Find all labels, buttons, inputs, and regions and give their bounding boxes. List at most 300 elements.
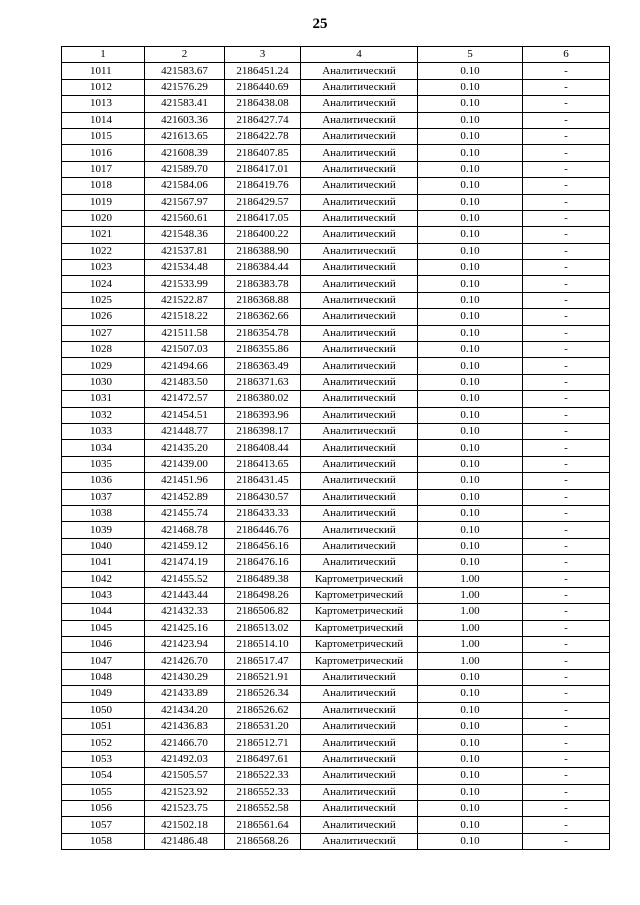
x-coordinate-cell: 421608.39	[145, 145, 225, 161]
point-number-cell: 1040	[62, 538, 145, 554]
x-coordinate-cell: 421511.58	[145, 325, 225, 341]
x-coordinate-cell: 421494.66	[145, 358, 225, 374]
method-cell: Аналитический	[301, 210, 418, 226]
point-number-cell: 1047	[62, 653, 145, 669]
y-coordinate-cell: 2186384.44	[225, 260, 301, 276]
table-row	[62, 161, 610, 177]
point-number-cell: 1056	[62, 800, 145, 816]
y-coordinate-cell: 2186440.69	[225, 79, 301, 95]
note-cell: -	[523, 276, 610, 292]
accuracy-cell: 0.10	[418, 538, 523, 554]
x-coordinate-cell: 421434.20	[145, 702, 225, 718]
x-coordinate-cell: 421436.83	[145, 719, 225, 735]
note-cell: -	[523, 637, 610, 653]
method-cell: Аналитический	[301, 391, 418, 407]
note-cell: -	[523, 358, 610, 374]
accuracy-cell: 0.10	[418, 260, 523, 276]
note-cell: -	[523, 243, 610, 259]
method-cell: Аналитический	[301, 161, 418, 177]
y-coordinate-cell: 2186438.08	[225, 96, 301, 112]
y-coordinate-cell: 2186568.26	[225, 833, 301, 849]
y-coordinate-cell: 2186561.64	[225, 817, 301, 833]
accuracy-cell: 0.10	[418, 768, 523, 784]
x-coordinate-cell: 421466.70	[145, 735, 225, 751]
x-coordinate-cell: 421533.99	[145, 276, 225, 292]
method-cell: Аналитический	[301, 325, 418, 341]
note-cell: -	[523, 538, 610, 554]
accuracy-cell: 1.00	[418, 653, 523, 669]
accuracy-cell: 0.10	[418, 440, 523, 456]
x-coordinate-cell: 421472.57	[145, 391, 225, 407]
point-number-cell: 1045	[62, 620, 145, 636]
y-coordinate-cell: 2186398.17	[225, 423, 301, 439]
table-row	[62, 751, 610, 767]
method-cell: Аналитический	[301, 833, 418, 849]
point-number-cell: 1043	[62, 587, 145, 603]
y-coordinate-cell: 2186476.16	[225, 555, 301, 571]
x-coordinate-cell: 421576.29	[145, 79, 225, 95]
accuracy-cell: 0.10	[418, 161, 523, 177]
accuracy-cell: 1.00	[418, 571, 523, 587]
table-row	[62, 800, 610, 816]
note-cell: -	[523, 473, 610, 489]
point-number-cell: 1013	[62, 96, 145, 112]
y-coordinate-cell: 2186380.02	[225, 391, 301, 407]
y-coordinate-cell: 2186512.71	[225, 735, 301, 751]
point-number-cell: 1032	[62, 407, 145, 423]
y-coordinate-cell: 2186419.76	[225, 178, 301, 194]
table-row	[62, 194, 610, 210]
table-row	[62, 784, 610, 800]
y-coordinate-cell: 2186506.82	[225, 604, 301, 620]
x-coordinate-cell: 421502.18	[145, 817, 225, 833]
note-cell: -	[523, 374, 610, 390]
method-cell: Аналитический	[301, 669, 418, 685]
table-row	[62, 63, 610, 79]
accuracy-cell: 0.10	[418, 79, 523, 95]
y-coordinate-cell: 2186514.10	[225, 637, 301, 653]
method-cell: Аналитический	[301, 112, 418, 128]
note-cell: -	[523, 292, 610, 308]
table-body	[62, 63, 610, 850]
point-number-cell: 1049	[62, 686, 145, 702]
x-coordinate-cell: 421583.41	[145, 96, 225, 112]
x-coordinate-cell: 421452.89	[145, 489, 225, 505]
y-coordinate-cell: 2186362.66	[225, 309, 301, 325]
table-row	[62, 145, 610, 161]
note-cell: -	[523, 260, 610, 276]
accuracy-cell: 0.10	[418, 669, 523, 685]
table-row	[62, 309, 610, 325]
point-number-cell: 1024	[62, 276, 145, 292]
point-number-cell: 1012	[62, 79, 145, 95]
y-coordinate-cell: 2186521.91	[225, 669, 301, 685]
method-cell: Аналитический	[301, 686, 418, 702]
y-coordinate-cell: 2186393.96	[225, 407, 301, 423]
y-coordinate-cell: 2186497.61	[225, 751, 301, 767]
accuracy-cell: 0.10	[418, 522, 523, 538]
x-coordinate-cell: 421523.75	[145, 800, 225, 816]
note-cell: -	[523, 751, 610, 767]
y-coordinate-cell: 2186433.33	[225, 505, 301, 521]
x-coordinate-cell: 421439.00	[145, 456, 225, 472]
point-number-cell: 1016	[62, 145, 145, 161]
method-cell: Аналитический	[301, 702, 418, 718]
note-cell: -	[523, 555, 610, 571]
point-number-cell: 1044	[62, 604, 145, 620]
point-number-cell: 1020	[62, 210, 145, 226]
y-coordinate-cell: 2186371.63	[225, 374, 301, 390]
x-coordinate-cell: 421589.70	[145, 161, 225, 177]
method-cell: Аналитический	[301, 473, 418, 489]
accuracy-cell: 0.10	[418, 686, 523, 702]
method-cell: Аналитический	[301, 505, 418, 521]
table-row	[62, 538, 610, 554]
x-coordinate-cell: 421474.19	[145, 555, 225, 571]
note-cell: -	[523, 489, 610, 505]
accuracy-cell: 0.10	[418, 309, 523, 325]
x-coordinate-cell: 421468.78	[145, 522, 225, 538]
method-cell: Аналитический	[301, 751, 418, 767]
method-cell: Аналитический	[301, 342, 418, 358]
y-coordinate-cell: 2186407.85	[225, 145, 301, 161]
point-number-cell: 1036	[62, 473, 145, 489]
note-cell: -	[523, 456, 610, 472]
method-cell: Аналитический	[301, 79, 418, 95]
x-coordinate-cell: 421426.70	[145, 653, 225, 669]
method-cell: Картометрический	[301, 637, 418, 653]
method-cell: Аналитический	[301, 522, 418, 538]
table-row	[62, 571, 610, 587]
column-header: 2	[145, 47, 225, 63]
y-coordinate-cell: 2186388.90	[225, 243, 301, 259]
method-cell: Аналитический	[301, 260, 418, 276]
table-row	[62, 423, 610, 439]
method-cell: Аналитический	[301, 243, 418, 259]
x-coordinate-cell: 421432.33	[145, 604, 225, 620]
note-cell: -	[523, 309, 610, 325]
accuracy-cell: 0.10	[418, 505, 523, 521]
note-cell: -	[523, 604, 610, 620]
y-coordinate-cell: 2186427.74	[225, 112, 301, 128]
note-cell: -	[523, 79, 610, 95]
table-header-row	[62, 47, 610, 63]
y-coordinate-cell: 2186456.16	[225, 538, 301, 554]
note-cell: -	[523, 702, 610, 718]
table-row	[62, 833, 610, 849]
point-number-cell: 1037	[62, 489, 145, 505]
table-row	[62, 260, 610, 276]
coordinates-table	[61, 46, 610, 850]
table-row	[62, 620, 610, 636]
y-coordinate-cell: 2186489.38	[225, 571, 301, 587]
x-coordinate-cell: 421507.03	[145, 342, 225, 358]
table-row	[62, 112, 610, 128]
point-number-cell: 1042	[62, 571, 145, 587]
table-row	[62, 489, 610, 505]
method-cell: Аналитический	[301, 227, 418, 243]
note-cell: -	[523, 423, 610, 439]
method-cell: Аналитический	[301, 63, 418, 79]
method-cell: Аналитический	[301, 178, 418, 194]
y-coordinate-cell: 2186517.47	[225, 653, 301, 669]
accuracy-cell: 0.10	[418, 96, 523, 112]
y-coordinate-cell: 2186422.78	[225, 128, 301, 144]
accuracy-cell: 0.10	[418, 456, 523, 472]
method-cell: Аналитический	[301, 735, 418, 751]
note-cell: -	[523, 440, 610, 456]
y-coordinate-cell: 2186513.02	[225, 620, 301, 636]
point-number-cell: 1038	[62, 505, 145, 521]
table-row	[62, 686, 610, 702]
table-row	[62, 456, 610, 472]
x-coordinate-cell: 421455.52	[145, 571, 225, 587]
accuracy-cell: 0.10	[418, 145, 523, 161]
point-number-cell: 1028	[62, 342, 145, 358]
y-coordinate-cell: 2186413.65	[225, 456, 301, 472]
accuracy-cell: 0.10	[418, 423, 523, 439]
table-row	[62, 128, 610, 144]
x-coordinate-cell: 421459.12	[145, 538, 225, 554]
note-cell: -	[523, 653, 610, 669]
accuracy-cell: 0.10	[418, 719, 523, 735]
accuracy-cell: 0.10	[418, 702, 523, 718]
note-cell: -	[523, 194, 610, 210]
accuracy-cell: 0.10	[418, 358, 523, 374]
table-row	[62, 587, 610, 603]
accuracy-cell: 0.10	[418, 178, 523, 194]
method-cell: Аналитический	[301, 423, 418, 439]
table-row	[62, 604, 610, 620]
note-cell: -	[523, 587, 610, 603]
x-coordinate-cell: 421613.65	[145, 128, 225, 144]
x-coordinate-cell: 421567.97	[145, 194, 225, 210]
method-cell: Аналитический	[301, 276, 418, 292]
point-number-cell: 1058	[62, 833, 145, 849]
method-cell: Аналитический	[301, 145, 418, 161]
accuracy-cell: 0.10	[418, 751, 523, 767]
note-cell: -	[523, 800, 610, 816]
point-number-cell: 1051	[62, 719, 145, 735]
note-cell: -	[523, 522, 610, 538]
accuracy-cell: 0.10	[418, 473, 523, 489]
y-coordinate-cell: 2186355.86	[225, 342, 301, 358]
method-cell: Аналитический	[301, 555, 418, 571]
table-row	[62, 505, 610, 521]
point-number-cell: 1046	[62, 637, 145, 653]
x-coordinate-cell: 421548.36	[145, 227, 225, 243]
method-cell: Аналитический	[301, 784, 418, 800]
x-coordinate-cell: 421486.48	[145, 833, 225, 849]
note-cell: -	[523, 63, 610, 79]
x-coordinate-cell: 421423.94	[145, 637, 225, 653]
x-coordinate-cell: 421583.67	[145, 63, 225, 79]
table-row	[62, 210, 610, 226]
method-cell: Картометрический	[301, 587, 418, 603]
table-row	[62, 79, 610, 95]
accuracy-cell: 0.10	[418, 210, 523, 226]
column-header: 4	[301, 47, 418, 63]
x-coordinate-cell: 421435.20	[145, 440, 225, 456]
method-cell: Аналитический	[301, 800, 418, 816]
accuracy-cell: 1.00	[418, 604, 523, 620]
point-number-cell: 1041	[62, 555, 145, 571]
method-cell: Аналитический	[301, 128, 418, 144]
accuracy-cell: 0.10	[418, 325, 523, 341]
x-coordinate-cell: 421443.44	[145, 587, 225, 603]
note-cell: -	[523, 145, 610, 161]
table-row	[62, 768, 610, 784]
accuracy-cell: 0.10	[418, 63, 523, 79]
accuracy-cell: 0.10	[418, 374, 523, 390]
table-row	[62, 342, 610, 358]
note-cell: -	[523, 768, 610, 784]
x-coordinate-cell: 421603.36	[145, 112, 225, 128]
note-cell: -	[523, 686, 610, 702]
point-number-cell: 1050	[62, 702, 145, 718]
accuracy-cell: 0.10	[418, 292, 523, 308]
accuracy-cell: 1.00	[418, 637, 523, 653]
y-coordinate-cell: 2186400.22	[225, 227, 301, 243]
y-coordinate-cell: 2186430.57	[225, 489, 301, 505]
table-row	[62, 358, 610, 374]
x-coordinate-cell: 421455.74	[145, 505, 225, 521]
x-coordinate-cell: 421454.51	[145, 407, 225, 423]
note-cell: -	[523, 342, 610, 358]
accuracy-cell: 1.00	[418, 620, 523, 636]
note-cell: -	[523, 719, 610, 735]
accuracy-cell: 0.10	[418, 276, 523, 292]
note-cell: -	[523, 112, 610, 128]
accuracy-cell: 1.00	[418, 587, 523, 603]
point-number-cell: 1011	[62, 63, 145, 79]
table-row	[62, 178, 610, 194]
table-row	[62, 817, 610, 833]
method-cell: Аналитический	[301, 719, 418, 735]
table-row	[62, 719, 610, 735]
accuracy-cell: 0.10	[418, 391, 523, 407]
note-cell: -	[523, 669, 610, 685]
note-cell: -	[523, 571, 610, 587]
x-coordinate-cell: 421483.50	[145, 374, 225, 390]
method-cell: Аналитический	[301, 407, 418, 423]
x-coordinate-cell: 421522.87	[145, 292, 225, 308]
point-number-cell: 1027	[62, 325, 145, 341]
note-cell: -	[523, 227, 610, 243]
note-cell: -	[523, 735, 610, 751]
y-coordinate-cell: 2186417.05	[225, 210, 301, 226]
accuracy-cell: 0.10	[418, 194, 523, 210]
point-number-cell: 1022	[62, 243, 145, 259]
note-cell: -	[523, 96, 610, 112]
note-cell: -	[523, 833, 610, 849]
method-cell: Аналитический	[301, 374, 418, 390]
table-row	[62, 522, 610, 538]
y-coordinate-cell: 2186408.44	[225, 440, 301, 456]
method-cell: Аналитический	[301, 358, 418, 374]
method-cell: Аналитический	[301, 194, 418, 210]
note-cell: -	[523, 784, 610, 800]
note-cell: -	[523, 161, 610, 177]
point-number-cell: 1054	[62, 768, 145, 784]
y-coordinate-cell: 2186417.01	[225, 161, 301, 177]
y-coordinate-cell: 2186451.24	[225, 63, 301, 79]
accuracy-cell: 0.10	[418, 112, 523, 128]
note-cell: -	[523, 210, 610, 226]
point-number-cell: 1023	[62, 260, 145, 276]
accuracy-cell: 0.10	[418, 735, 523, 751]
table-row	[62, 637, 610, 653]
accuracy-cell: 0.10	[418, 407, 523, 423]
x-coordinate-cell: 421505.57	[145, 768, 225, 784]
method-cell: Картометрический	[301, 571, 418, 587]
point-number-cell: 1019	[62, 194, 145, 210]
note-cell: -	[523, 620, 610, 636]
note-cell: -	[523, 128, 610, 144]
point-number-cell: 1035	[62, 456, 145, 472]
accuracy-cell: 0.10	[418, 800, 523, 816]
y-coordinate-cell: 2186446.76	[225, 522, 301, 538]
table-row	[62, 243, 610, 259]
y-coordinate-cell: 2186552.33	[225, 784, 301, 800]
note-cell: -	[523, 391, 610, 407]
point-number-cell: 1048	[62, 669, 145, 685]
accuracy-cell: 0.10	[418, 817, 523, 833]
table-row	[62, 653, 610, 669]
column-header: 6	[523, 47, 610, 63]
accuracy-cell: 0.10	[418, 784, 523, 800]
accuracy-cell: 0.10	[418, 489, 523, 505]
x-coordinate-cell: 421537.81	[145, 243, 225, 259]
accuracy-cell: 0.10	[418, 833, 523, 849]
point-number-cell: 1015	[62, 128, 145, 144]
method-cell: Аналитический	[301, 456, 418, 472]
x-coordinate-cell: 421560.61	[145, 210, 225, 226]
table-row	[62, 407, 610, 423]
table-row	[62, 96, 610, 112]
method-cell: Аналитический	[301, 538, 418, 554]
x-coordinate-cell: 421584.06	[145, 178, 225, 194]
method-cell: Картометрический	[301, 653, 418, 669]
table-row	[62, 735, 610, 751]
y-coordinate-cell: 2186526.34	[225, 686, 301, 702]
x-coordinate-cell: 421518.22	[145, 309, 225, 325]
note-cell: -	[523, 505, 610, 521]
point-number-cell: 1026	[62, 309, 145, 325]
y-coordinate-cell: 2186531.20	[225, 719, 301, 735]
y-coordinate-cell: 2186498.26	[225, 587, 301, 603]
column-header: 3	[225, 47, 301, 63]
table-row	[62, 374, 610, 390]
x-coordinate-cell: 421523.92	[145, 784, 225, 800]
point-number-cell: 1057	[62, 817, 145, 833]
table-row	[62, 292, 610, 308]
table-row	[62, 473, 610, 489]
table-row	[62, 555, 610, 571]
method-cell: Аналитический	[301, 309, 418, 325]
table-row	[62, 391, 610, 407]
method-cell: Аналитический	[301, 96, 418, 112]
y-coordinate-cell: 2186368.88	[225, 292, 301, 308]
table-row	[62, 440, 610, 456]
point-number-cell: 1030	[62, 374, 145, 390]
x-coordinate-cell: 421448.77	[145, 423, 225, 439]
y-coordinate-cell: 2186522.33	[225, 768, 301, 784]
point-number-cell: 1018	[62, 178, 145, 194]
point-number-cell: 1021	[62, 227, 145, 243]
note-cell: -	[523, 817, 610, 833]
point-number-cell: 1025	[62, 292, 145, 308]
